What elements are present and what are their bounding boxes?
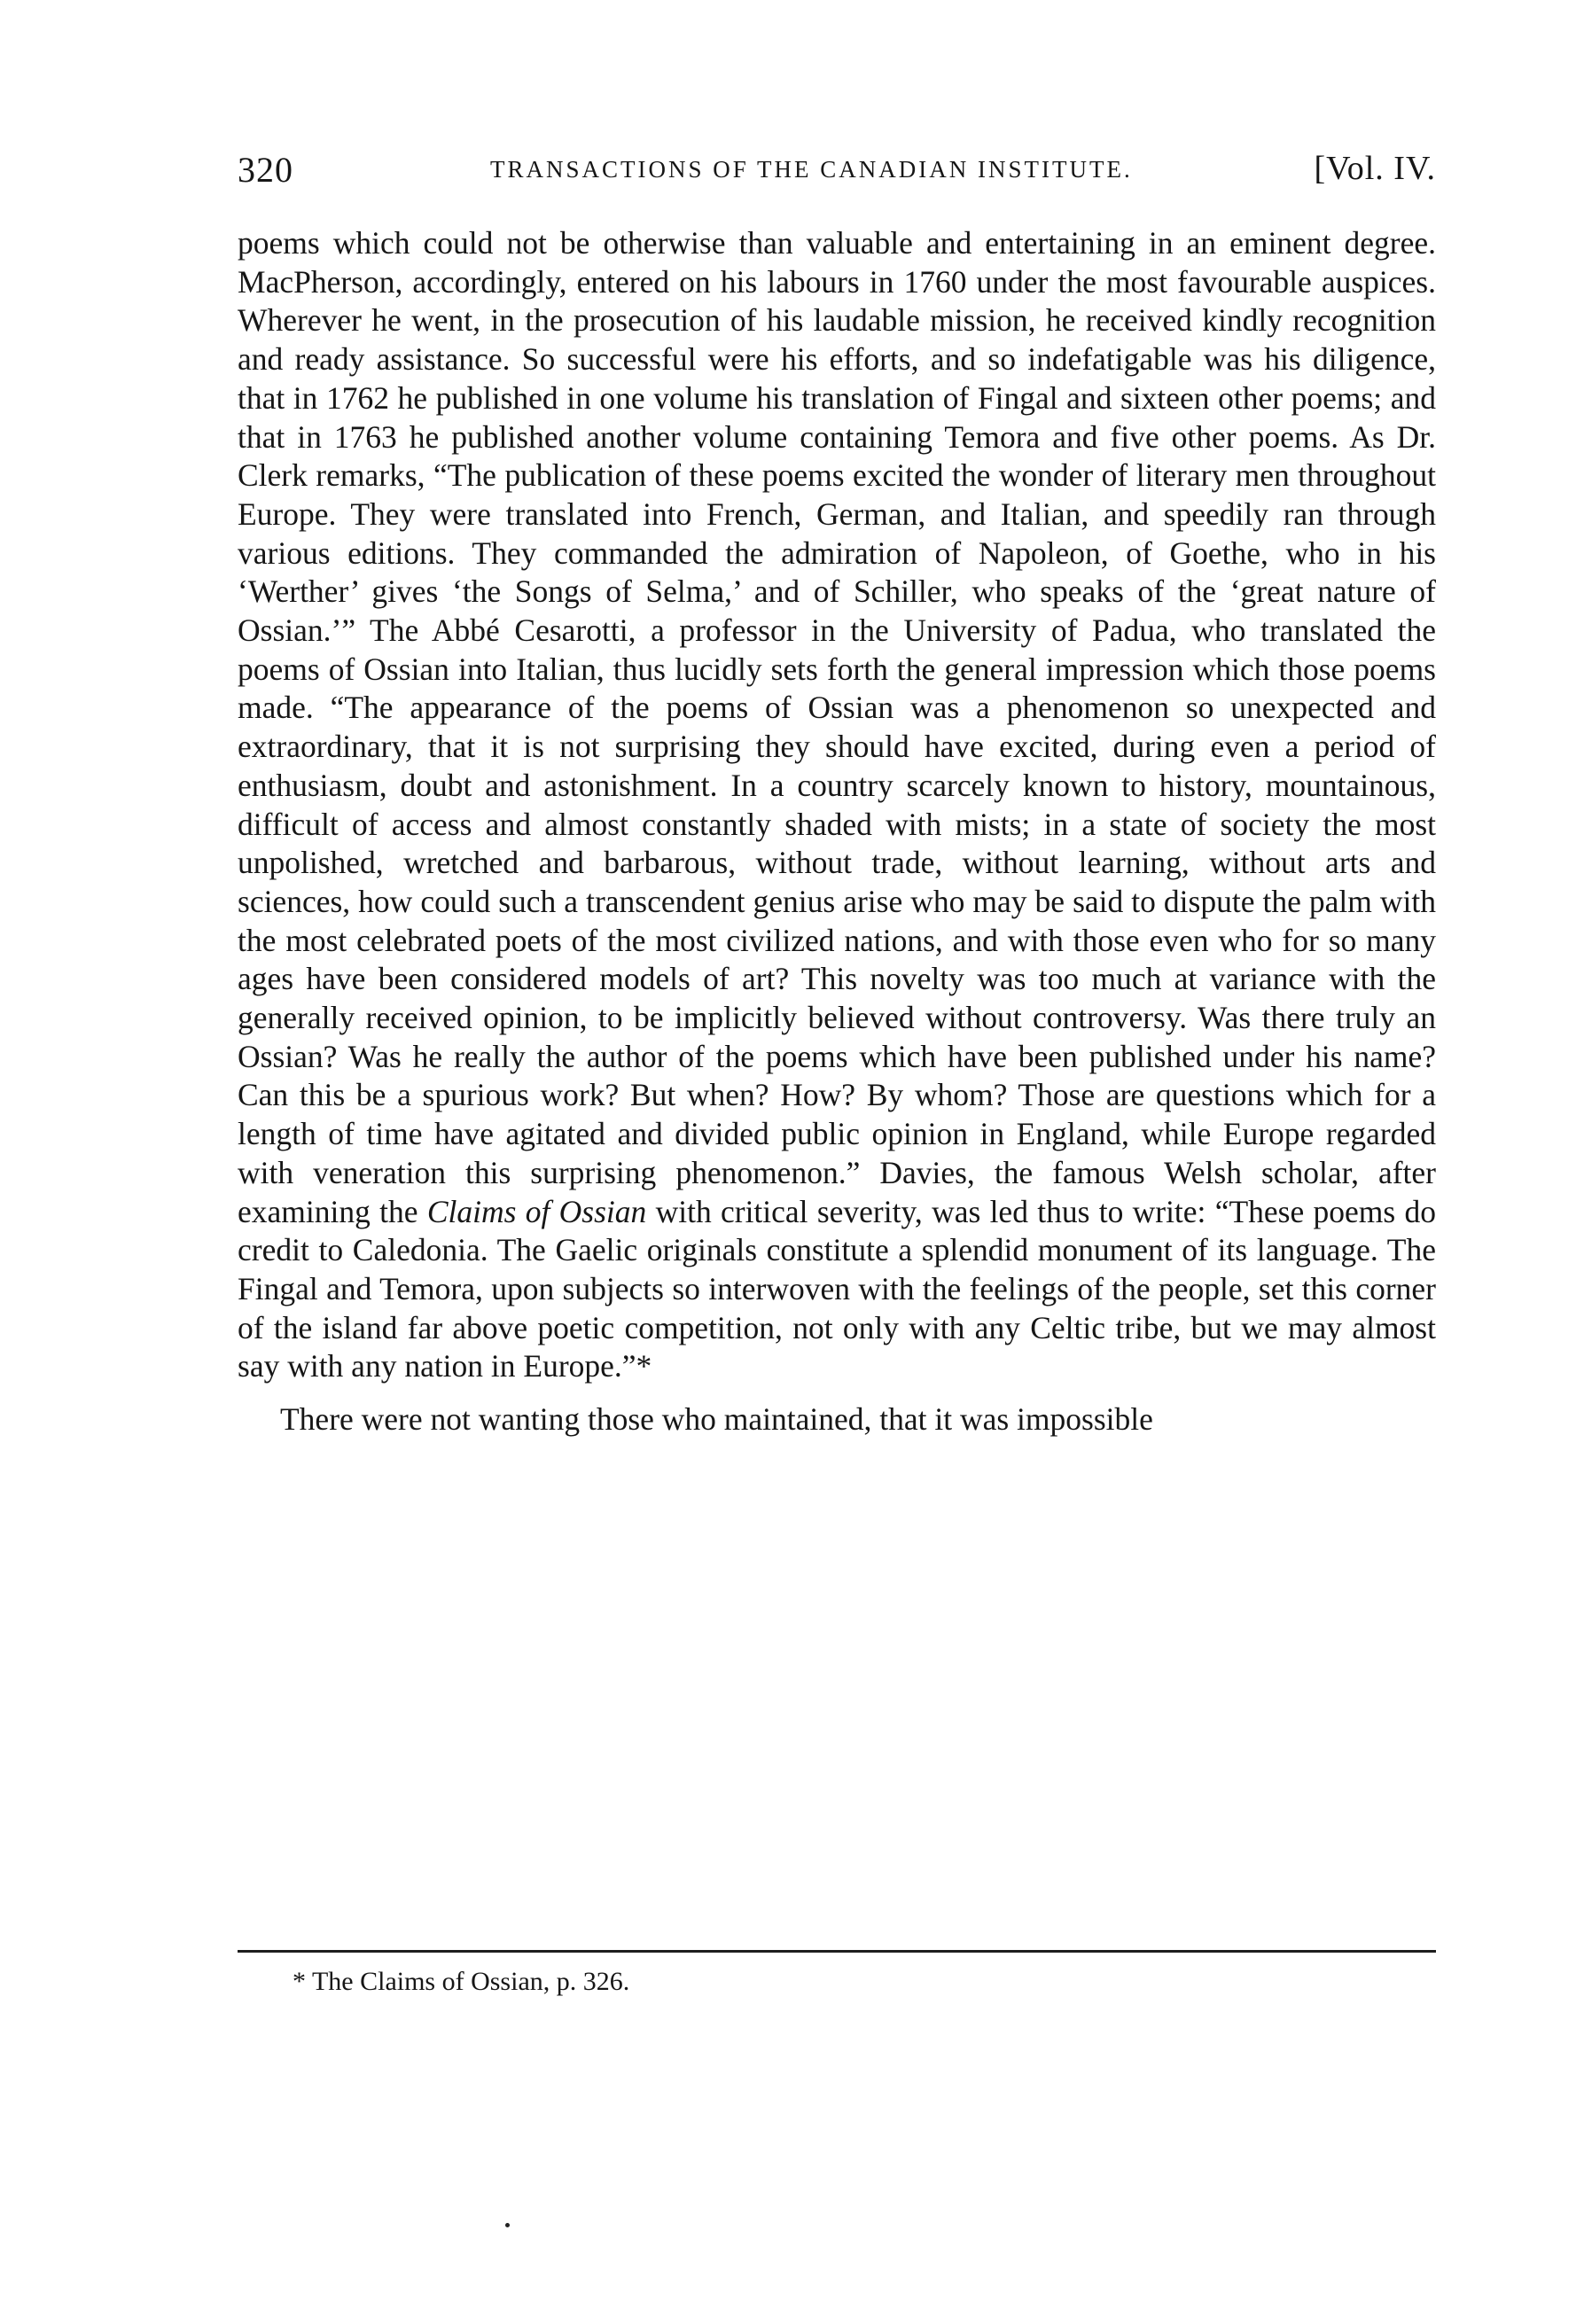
paragraph-2: There were not wanting those who maintained, that it was impossible — [280, 1401, 1153, 1438]
volume-label: [Vol. IV. — [1314, 150, 1436, 187]
paragraph-1-part-a: poems which could not be otherwise than valuable and entertaining in an eminent degree. MacPherson, accordingly, entered on his labours in 1760 under the most favourable auspices. Wherever he went, in the prosecution of his laudable mission, he received kindly recognition and ready assistance. So successful were his efforts, and so indefatigable was his diligence, that in 1762 he published in one volume his translation of Fingal and sixteen other poems; and that in 1763 he published another volume containing Temora and five other poems. As Dr. Clerk remarks, “The publication of these poems excited the wonder of literary men throughout Europe. They were translated into French, German, and Italian, and speedily ran through various editions. They commanded the admiration of Napoleon, of Goethe, who in his ‘Werther’ gives ‘the Songs of Selma,’ and of Schiller, who speaks of the ‘great nature of Ossian.’” The Abbé Cesarotti, a professor in the University of Padua, who translated the poems of Ossian into Italian, thus lucidly sets forth the general impression which those poems made. “The appearance of the poems of Ossian was a phenomenon so unexpected and extraordinary, that it is not surprising they should have excited, during even a period of enthusiasm, doubt and astonishment. In a country scarcely known to history, mountainous, difficult of access and almost constantly shaded with mists; in a state of society the most unpolished, wretched and barbarous, without trade, without learning, without arts and sciences, how could such a transcendent genius arise who may be said to dispute the palm with the most celebrated poets of the most civilized nations, and with those even who for so many ages have been considered models of art? This novelty was too much at variance with the generally received opinion, to be implicitly believed without controversy. Was there truly an Ossian? Was he really the author of the poems which have been published under his name? Can this be a spurious work? But when? How? By whom? Those are questions which for a length of time have agitated and divided public opinion in England, while Europe regarded with veneration this surprising phenomenon.” Davies, the famous Welsh scholar, after examining the — [238, 225, 1436, 1229]
italic-book-title: Claims of Ossian — [426, 1193, 647, 1229]
page-header — [238, 149, 1436, 202]
paragraph-1-part-b: with critical severity, was led thus to write: “These poems do credit to Caledonia. The Gaelic originals constitute a splendid monument of its language. The Fingal and Temora, upon subjects so interwoven with the feelings of the people, set this corner of the island far above poetic competition, not only with any Celtic tribe, but we may almost say with any nation in Europe.”* — [238, 1193, 1437, 1384]
print-speck — [505, 2223, 510, 2227]
paragraph-1 — [238, 224, 1436, 1386]
footnote: * The Claims of Ossian, p. 326. — [293, 1967, 630, 1996]
running-title: TRANSACTIONS OF THE CANADIAN INSTITUTE. — [490, 156, 1133, 183]
footnote-rule — [238, 1950, 1436, 1953]
page-number: 320 — [238, 150, 293, 190]
body-text — [238, 224, 1436, 1439]
